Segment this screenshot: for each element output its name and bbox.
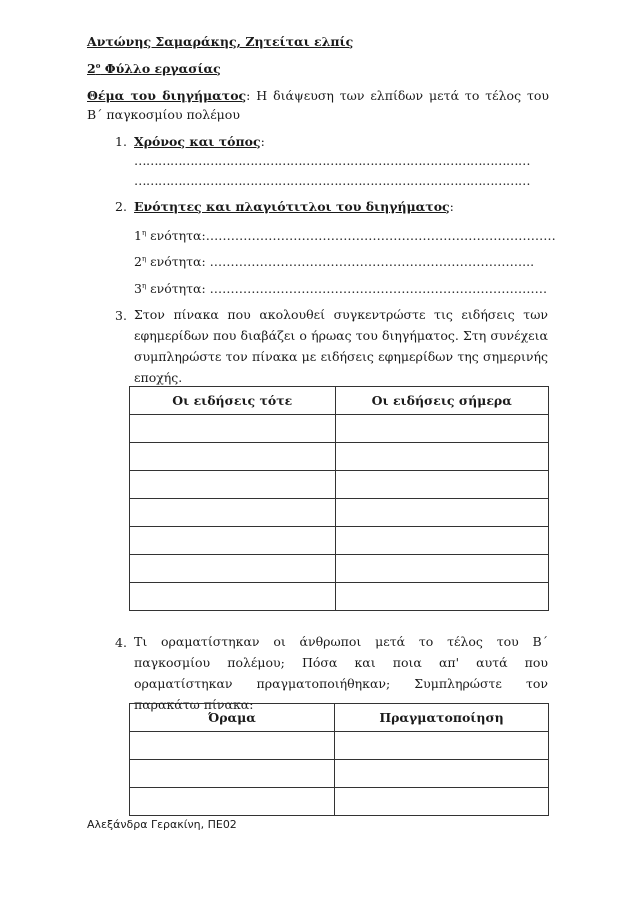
footer-author: Αλεξάνδρα Γερακίνη, ΠΕ02 — [87, 818, 237, 831]
table-row — [130, 583, 549, 611]
unit-3-text: ενότητα: ……………………………………………………………………… — [146, 281, 548, 296]
news-table-header-then: Οι ειδήσεις τότε — [130, 387, 336, 415]
realization-cell[interactable] — [335, 788, 549, 816]
news-now-cell[interactable] — [335, 471, 548, 499]
q2-label: Ενότητες και πλαγιότιτλοι του διηγήματος — [134, 199, 450, 214]
table-row — [130, 527, 549, 555]
unit-1-text: ενότητα:………………………………………………………………………… — [146, 228, 556, 243]
unit-3-suffix: η — [141, 281, 147, 290]
table-row — [130, 788, 549, 816]
realization-cell[interactable] — [335, 760, 549, 788]
document-title: Αντώνης Σαμαράκης, Ζητείται ελπίς — [87, 34, 354, 49]
unit-3-number: 3 — [134, 281, 142, 296]
news-then-cell[interactable] — [130, 555, 336, 583]
news-now-cell[interactable] — [335, 527, 548, 555]
unit-1-suffix: η — [141, 228, 147, 237]
q2-colon: : — [449, 199, 454, 214]
topic-text: : Η διάψευση των ελπίδων μετά το τέλος του Β΄ παγκοσμίου πολέμου — [87, 88, 550, 122]
table-row — [130, 732, 549, 760]
unit-1-number: 1 — [134, 228, 142, 243]
q2-unit-2[interactable] — [134, 253, 534, 271]
q1-answer-line-1[interactable]: ……………………………………………………………………………………… — [134, 153, 530, 168]
news-now-cell[interactable] — [335, 443, 548, 471]
topic-label: Θέμα του διηγήματος — [87, 88, 247, 103]
q1-heading — [134, 133, 265, 151]
table-row — [130, 555, 549, 583]
unit-2-number: 2 — [134, 254, 142, 269]
q1-answer-line-2[interactable]: ……………………………………………………………………………………… — [134, 173, 530, 188]
q1-number: 1. — [115, 134, 127, 149]
sheet-number-suffix: ο — [95, 60, 101, 70]
news-then-cell[interactable] — [130, 415, 336, 443]
table-row — [130, 499, 549, 527]
news-then-cell[interactable] — [130, 471, 336, 499]
table-row — [130, 443, 549, 471]
q2-unit-3[interactable] — [134, 280, 547, 298]
q2-heading — [134, 198, 454, 216]
table-row — [130, 471, 549, 499]
topic-paragraph — [87, 86, 549, 124]
q1-colon: : — [260, 134, 265, 149]
news-now-cell[interactable] — [335, 555, 548, 583]
vision-table — [129, 703, 549, 816]
news-now-cell[interactable] — [335, 499, 548, 527]
unit-2-suffix: η — [141, 254, 147, 263]
q3-text: Στον πίνακα που ακολουθεί συγκεντρώστε τις ειδήσεις των εφημερίδων που διαβάζει ο ήρωας του διηγήματος. Στη συνέχεια συμπληρώστε τον πίνακα με ειδήσεις εφημερίδων της σημερινής εποχής. — [134, 307, 548, 385]
q2-number: 2. — [115, 199, 127, 214]
news-then-cell[interactable] — [130, 583, 336, 611]
sheet-number: 2 — [87, 61, 96, 76]
sheet-label — [87, 60, 221, 78]
news-then-cell[interactable] — [130, 527, 336, 555]
news-table — [129, 386, 549, 611]
news-then-cell[interactable] — [130, 443, 336, 471]
news-then-cell[interactable] — [130, 499, 336, 527]
unit-2-text: ενότητα: …………………………………………………………………... — [146, 254, 535, 269]
q1-label: Χρόνος και τόπος — [134, 134, 261, 149]
news-now-cell[interactable] — [335, 415, 548, 443]
vision-table-header-vision: Όραμα — [130, 704, 335, 732]
realization-cell[interactable] — [335, 732, 549, 760]
news-now-cell[interactable] — [335, 583, 548, 611]
q2-unit-1[interactable] — [134, 227, 556, 245]
news-table-header-now: Οι ειδήσεις σήμερα — [335, 387, 548, 415]
table-row — [130, 760, 549, 788]
q4-number: 4. — [115, 635, 127, 650]
sheet-label-text: Φύλλο εργασίας — [100, 61, 221, 76]
table-row — [130, 415, 549, 443]
vision-cell[interactable] — [130, 788, 335, 816]
q3-number: 3. — [115, 308, 127, 323]
vision-cell[interactable] — [130, 760, 335, 788]
vision-cell[interactable] — [130, 732, 335, 760]
q4-text: Τι οραματίστηκαν οι άνθρωποι μετά το τέλος του Β΄ παγκοσμίου πολέμου; Πόσα και ποια απ' αυτά που οραματίστηκαν πραγματοποιήθηκαν; Συμπληρώστε τον παρακάτω πίνακα: — [134, 634, 548, 712]
vision-table-header-realization: Πραγματοποίηση — [335, 704, 549, 732]
